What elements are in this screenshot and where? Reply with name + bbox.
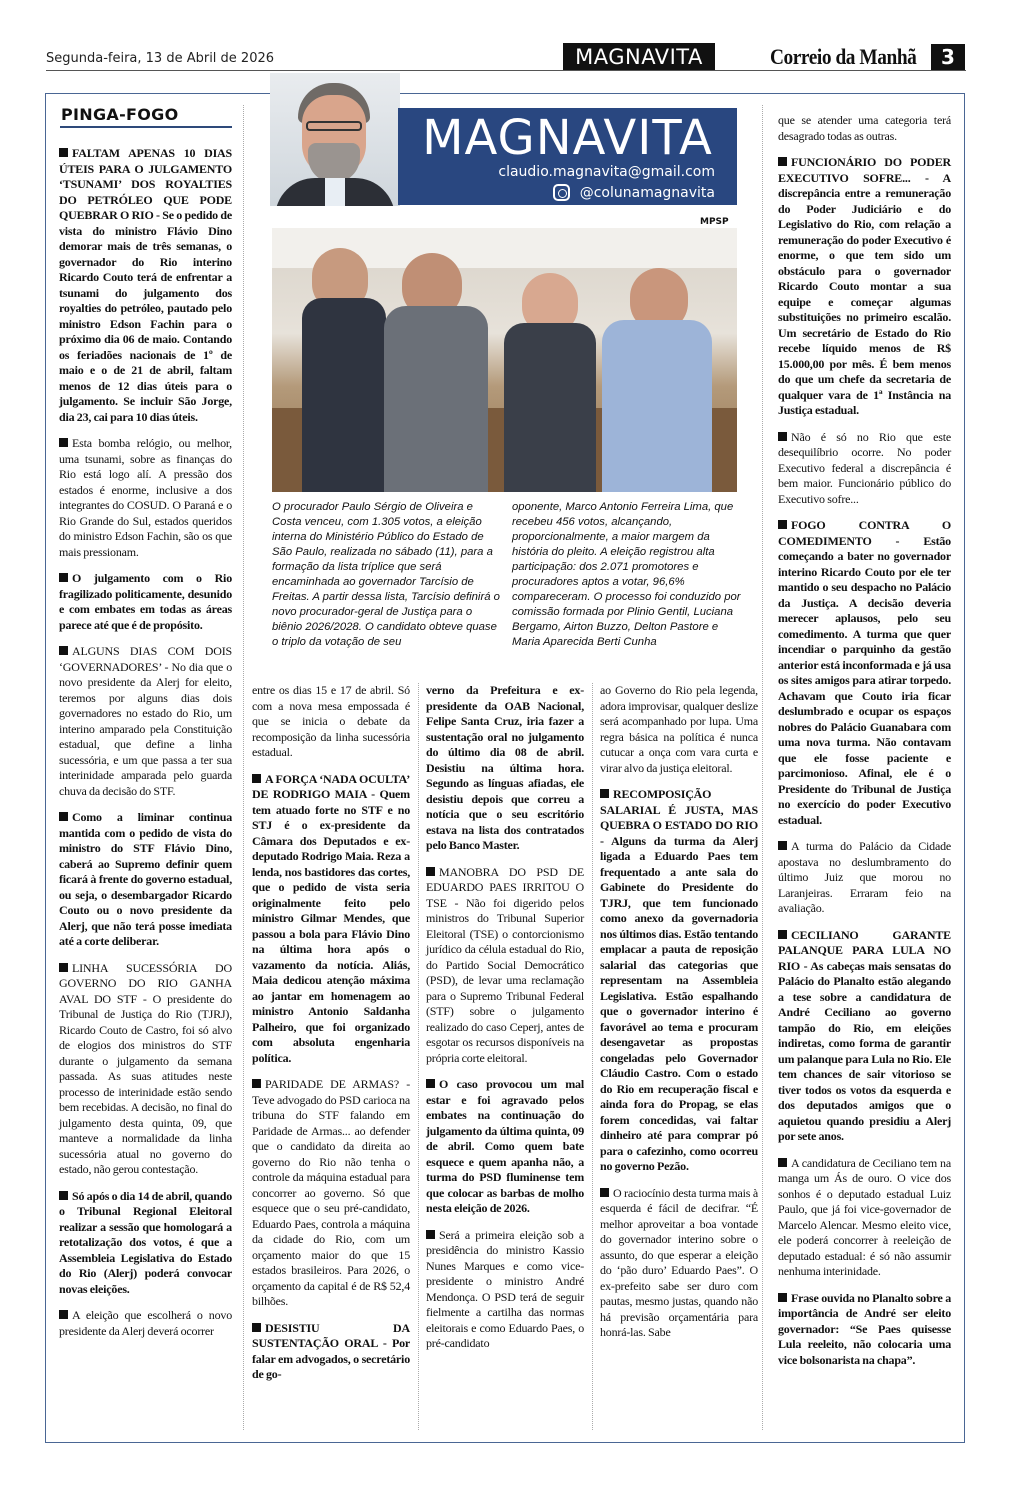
- columnist-email[interactable]: claudio.magnavita@gmail.com: [498, 164, 715, 180]
- section-label: MAGNAVITA: [563, 43, 715, 70]
- photo-credit: MPSP: [700, 217, 729, 227]
- note-body: - As cabeças mais sensatas do Palácio do Planalto estão alegando a tese sobre a candidatura de André Ceciliano ao governo tampão do Rio, em eleições indiretas, como forma de garantir um palanque para Lula no Rio. Ele tem chances de sair vitorioso se tiver todos os votos da esquerda e dos deputados amigos que o aquietou quando presidiu a Alerj por sete anos.: [778, 958, 951, 1143]
- news-note: [778, 928, 951, 1145]
- header-rule: [46, 70, 966, 71]
- news-note: [252, 772, 410, 1067]
- text-column-5: [778, 113, 951, 1379]
- note-body: A turma do Palácio da Cidade apostava no deslumbramento do último Juiz que morou no Laranjeiras. Erraram feio na avaliação.: [778, 839, 951, 915]
- text-column-3: [426, 683, 584, 1363]
- note-body: Frase ouvida no Planalto sobre a importância de André ser eleito governador: “Se Paes quisesse Lula reeleito, não colocaria uma vice bolsonarista na chapa”.: [778, 1290, 951, 1367]
- news-note: [252, 1321, 410, 1383]
- note-body: Será a primeira eleição sob a presidência do ministro Kassio Nunes Marques e como vice-presidente o ministro André Mendonça. O PSD terá de seguir fielmente a cartilha das normas eleitorais e como Eduardo Paes, o pré-candidato: [426, 1227, 584, 1350]
- page-number: 3: [931, 44, 965, 70]
- bullet-square-icon: [59, 573, 68, 582]
- news-note: [252, 1077, 410, 1310]
- note-body: Esta bomba relógio, ou melhor, uma tsunami, sobre as finanças do Rio está logo alí. A pressão dos estados é enorme, inclusive a dos integrantes do COSUD. O Paraná e o Rio Grande do Sul, estados queridos do ministro Edson Fachin, são os que mais pressionam.: [59, 436, 232, 559]
- news-note: [59, 436, 232, 560]
- news-note: [778, 155, 951, 419]
- note-body: ao Governo do Rio pela legenda, adora improvisar, qualquer deslize será acompanhado por lupa. Uma regra básica na política é nunca cutucar a onça com vara curta e virar alvo da justiça eleitoral.: [600, 683, 758, 775]
- bullet-square-icon: [252, 774, 261, 783]
- note-headline: CECILIANO GARANTE PALANQUE PARA LULA NO RIO: [778, 927, 951, 973]
- news-note: [778, 1156, 951, 1280]
- bullet-square-icon: [59, 1310, 68, 1319]
- note-body: - Quem tem atuado forte no STF e no STJ é o ex-presidente da Câmara dos Deputados e ex-deputado Rodrigo Maia. Reza a lenda, nos bastidores das cortes, que o pedido de vista seria originalmente feito pelo ministro Gilmar Mendes, que passou a bola para Flávio Dino na última hora após o vazamento da notícia. Aliás, Maia dedicou atenção máxima ao jantar em homenagem ao ministro Antonio Saldanha Palheiro, que foi organizado com absoluta engenharia política.: [252, 787, 410, 1065]
- columnist-portrait: [270, 73, 400, 206]
- bullet-square-icon: [778, 432, 787, 441]
- bullet-square-icon: [59, 963, 68, 972]
- news-note: [59, 1189, 232, 1298]
- bullet-square-icon: [778, 520, 787, 529]
- note-headline: FALTAM APENAS 10 DIAS ÚTEIS PARA O JULGAMENTO ‘TSUNAMI’ DOS ROYALTIES DO PETRÓLEO QUE PODE QUEBRAR O RIO: [59, 146, 232, 222]
- note-headline: ALGUNS DIAS COM DOIS ‘GOVERNADORES’: [59, 644, 232, 674]
- bullet-square-icon: [252, 1079, 261, 1088]
- note-body: O raciocínio desta turma mais à esquerda é fácil de decifrar. “É melhor aproveitar a boa vontade do governador interino sobre o assunto, do que esperar a eleição do ‘pão duro’ Eduardo Paes”. O ex-prefeito sabe ser duro com pautas, mesmo justas, quando não há previsão orçamentária para honrá-las. Sabe: [600, 1185, 758, 1339]
- bullet-square-icon: [59, 1191, 68, 1200]
- bullet-square-icon: [59, 812, 68, 821]
- column-divider: [762, 105, 763, 1430]
- bullet-square-icon: [600, 1188, 609, 1197]
- note-headline: FUNCIONÁRIO DO PODER EXECUTIVO SOFRE...: [778, 155, 951, 185]
- note-body: O caso provocou um mal estar e foi agravado pelos embates na continuação do julgamento da última quinta, 09 de abril. Como quem bate esquece e quem apanha não, a turma do PSD fluminense tem que colocar as barbas de molho nesta eleição de 2026.: [426, 1077, 584, 1215]
- note-body: A candidatura de Ceciliano tem na manga um Ás de ouro. O vice dos sonhos é o deputado estadual Luiz Paulo, que já foi vice-governador de Marcelo Alencar. Mesmo eleito vice, ele poderá concorrer à reeleição de deputado estadual: é só não assumir nenhuma interinidade.: [778, 1155, 951, 1278]
- photo-caption-left: O procurador Paulo Sérgio de Oliveira e Costa venceu, com 1.305 votos, a eleição interna do Ministério Público do Estado de São Paulo, realizada no sábado (11), para a formação da lista tríplice que será encaminhada ao governador Tarcísio de Freitas. A partir dessa lista, Tarcísio definirá o novo procurador-geral de Justiça para o biênio 2026/2028. O candidato obteve quase o triplo da votação de seu: [272, 501, 500, 648]
- news-note: [778, 1291, 951, 1369]
- news-note: [600, 787, 758, 1175]
- note-body: - A discrepância entre a remuneração do Poder Judiciário e do Legislativo do Rio, com relação a remuneração do poder Executivo é enorme, o que tem sido um obstáculo para o governador Ricardo Couto montar a sua equipe e começar algumas substituições no primeiro escalão. Um secretário de Estado do Rio recebe líquido menos de R$ 15.000,00 por mês. É bem menos do que um chefe da secretaria de qualquer vara de 1ª Instância na Justiça estadual.: [778, 170, 951, 417]
- news-note: [426, 1228, 584, 1352]
- note-body: verno da Prefeitura e ex-presidente da OAB Nacional, Felipe Santa Cruz, iria fazer a sustentação oral no julgamento do último dia 08 de abril. Desistiu na última hora. Segundo as línguas afiadas, ele desistiu depois que correu a notícia que o seu escritório estava na lista dos contratados pelo Banco Master.: [426, 683, 584, 852]
- bullet-square-icon: [252, 1323, 261, 1332]
- news-note: [252, 683, 410, 761]
- heading-rule: [60, 126, 232, 128]
- photo-caption-right: oponente, Marco Antonio Ferreira Lima, que recebeu 456 votos, alcançando, proporcionalmente, a maior margem da história do pleito. A eleição registrou alta participação: dos 2.071 promotores e procuradores aptos a votar, 96,6% compareceram. O processo foi conduzido por comissão formada por Plinio Gentil, Luciana Bergamo, Airton Buzzo, Delton Pastore e Maria Aparecida Berti Cunha: [512, 501, 741, 648]
- bullet-square-icon: [778, 930, 787, 939]
- text-column-4: [600, 683, 758, 1352]
- bullet-square-icon: [59, 438, 68, 447]
- note-headline: MANOBRA DO PSD DE EDUARDO PAES IRRITOU O TSE: [426, 864, 584, 910]
- bullet-square-icon: [778, 1158, 787, 1167]
- bullet-square-icon: [778, 1293, 787, 1302]
- instagram-handle[interactable]: @colunamagnavita: [579, 184, 715, 201]
- note-body: - Se o pedido de vista do ministro Flávio Dino demorar mais de três semanas, o governador do Rio interino Ricardo Couto terá de enfrentar a tsunami do julgamento dos royalties do petróleo, pautado pelo ministro Edson Fachin para o próximo dia 06 de maio. Contando os feriadões nacionais de 1º de maio e o de 21 de abril, faltam menos de 12 dias úteis para o julgamento. Se incluir São Jorge, dia 23, cai para 10 dias úteis.: [59, 208, 232, 424]
- news-note: [600, 1186, 758, 1341]
- column-divider: [418, 683, 419, 1430]
- bullet-square-icon: [426, 1230, 435, 1239]
- news-note: [778, 430, 951, 508]
- bullet-square-icon: [59, 148, 68, 157]
- news-note: [59, 644, 232, 799]
- note-body: - Estão começando a bater no governador interino Ricardo Couto por ele ter mantido o seu despacho no Palácio da Justiça. A decisão deveria merecer aplausos, pelo seu comedimento. A turma que quer incendiar o parquinho da gestão anterior está inconformada e já usa os sites amigos para atirar torpedo. Achavam que Couto iria ficar deslumbrado e ocupar os espaços nobres do Palácio Guanabara com uma nova turma. Não contavam que ele fosse paciente e parcimonioso. Afinal, ele é o Presidente do Tribunal de Justiça no exercício do poder Executivo estadual.: [778, 533, 951, 827]
- note-body: A eleição que escolherá o novo presidente da Alerj deverá ocorrer: [59, 1308, 232, 1338]
- news-note: [778, 839, 951, 917]
- note-body: que se atender uma categoria terá desagrado todas as outras.: [778, 113, 951, 143]
- news-note: [426, 683, 584, 854]
- news-note: [59, 146, 232, 425]
- note-headline: A FORÇA ‘NADA OCULTA’ DE RODRIGO MAIA: [252, 771, 410, 801]
- column-title: MAGNAVITA: [422, 110, 713, 166]
- bullet-square-icon: [778, 841, 787, 850]
- pinga-fogo-heading: PINGA-FOGO: [61, 105, 179, 124]
- note-body: Só após o dia 14 de abril, quando o Tribunal Regional Eleitoral realizar a sessão que homologará a retotalização dos votos, é que a Assembleia Legislativa do Estado do Rio (Alerj) poderá convocar novas eleições.: [59, 1188, 232, 1296]
- column-divider: [592, 683, 593, 1430]
- instagram-icon: [553, 184, 570, 201]
- news-note: [778, 113, 951, 144]
- news-note: [59, 1308, 232, 1339]
- note-body: O julgamento com o Rio fragilizado politicamente, desunido e com embates em todas as áreas parece até que é de propósito.: [59, 571, 232, 632]
- text-column-1: [59, 146, 232, 1350]
- bullet-square-icon: [600, 789, 609, 798]
- column-divider: [243, 105, 244, 1430]
- bullet-square-icon: [59, 646, 68, 655]
- note-headline: DESISTIU DA SUSTENTAÇÃO ORAL: [252, 1320, 410, 1350]
- news-note: [426, 865, 584, 1067]
- note-headline: RECOMPOSIÇÃO SALARIAL É JUSTA, MAS QUEBRA O ESTADO DO RIO: [600, 787, 758, 832]
- news-photo: [272, 228, 737, 492]
- note-headline: LINHA SUCESSÓRIA DO GOVERNO DO RIO GANHA AVAL DO STF: [59, 960, 232, 1006]
- note-headline: PARIDADE DE ARMAS?: [265, 1077, 400, 1091]
- note-headline: FOGO CONTRA O COMEDIMENTO: [778, 518, 951, 548]
- issue-date: Segunda-feira, 13 de Abril de 2026: [46, 51, 275, 66]
- note-body: entre os dias 15 e 17 de abril. Só com a nova mesa empossada é que se inicia o debate da recomposição da linha sucessória estadual.: [252, 683, 410, 759]
- bullet-square-icon: [426, 1079, 435, 1088]
- note-body: - Não foi digerido pelos ministros do Tribunal Superior Eleitoral (TSE) o contorcionismo jurídico da célula estadual do Rio, do Partido Social Democrático (PSD), de levar uma reclamação para o Supremo Tribunal Federal (STF) sobre o julgamento realizado do caso Ceperj, antes de esgotar os recursos disponíveis na própria corte eleitoral.: [426, 895, 584, 1065]
- column-banner: [398, 108, 737, 205]
- news-note: [59, 961, 232, 1178]
- note-body: - No dia que o novo presidente da Alerj for eleito, teremos por alguns dias dois governadores no estado do Rio, um interino amparado pela Constituição estadual, que define a linha sucessória, e um que passa a ter sua interinidade amparada pelo guarda chuva da decisão do STF.: [59, 659, 232, 798]
- news-note: [778, 518, 951, 828]
- news-note: [59, 571, 232, 633]
- news-note: [59, 810, 232, 950]
- bullet-square-icon: [426, 867, 435, 876]
- note-body: - Teve advogado do PSD carioca na tribuna do STF falando em Paridade de Armas... ao defender que o candidato da direita ao governo do Rio não tenha o controle da máquina estadual para concorrer ao governo. Só que esquece que o seu pré-candidato, Eduardo Paes, controla a máquina da cidade do Rio, com um orçamento maior do que 15 estados brasileiros. Para 2026, o orçamento da capital é de R$ 52,4 bilhões.: [252, 1077, 410, 1308]
- note-body: - O presidente do Tribunal de Justiça do Rio (TJRJ), Ricardo Couto de Castro, foi só alvo de elogios dos ministros do STF durante o julgamento da semana passada. As suas atitudes neste processo de interinidade estão sendo bem recebidas. A decisão, no final do julgamento desta quinta, 09, que manteve a normalidade da linha sucessória atual no governo do estado, não gerou contestação.: [59, 991, 232, 1176]
- newspaper-logo: Correio da Manhã: [770, 44, 917, 69]
- bullet-square-icon: [778, 157, 787, 166]
- news-note: [426, 1077, 584, 1217]
- note-body: Não é só no Rio que este desequilíbrio ocorre. No poder Executivo federal a discrepância é bem maior. Funcionário público do Executivo sofre...: [778, 429, 951, 506]
- note-body: - Por falar em advogados, o secretário de go-: [252, 1336, 411, 1381]
- note-body: - Alguns da turma da Alerj ligada a Eduardo Paes tem frequentado a ante sala do Gabinete do Presidente do TJRJ, que tem funcionado como anexo da governadoria nos últimos dias. Estão tentando emplacar a pauta de reposição salarial das categorias que representam na Assembleia Legislativa. Estão espalhando que o governador interino é favorável ao tema e procuram desengavetar as propostas congeladas pelo Governador Cláudio Castro. Com o estado do Rio em recuperação fiscal e ainda fora do Propag, se elas forem concedidas, vai faltar dinheiro até para comprar pó para o cafezinho, como ocorreu no governo Pezão.: [600, 833, 758, 1173]
- news-note: [600, 683, 758, 776]
- text-column-2: [252, 683, 410, 1394]
- note-body: Como a liminar continua mantida com o pedido de vista do ministro do STF Flávio Dino, caberá ao Supremo definir quem ficará à frente do governo estadual, ou seja, o desembargador Ricardo Couto ou o novo presidente da Alerj, que não terá posse imediata até a corte deliberar.: [59, 810, 232, 948]
